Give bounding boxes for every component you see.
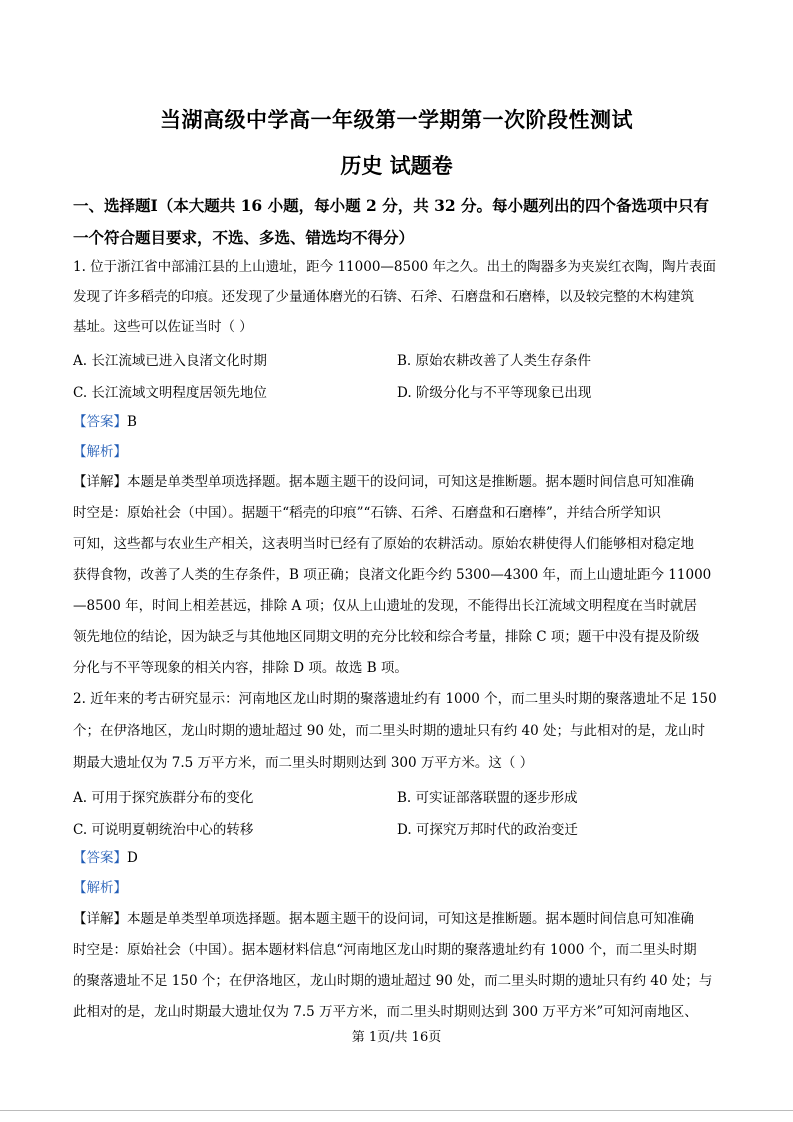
q2-detail-line-2: 时空是：原始社会（中国）。据本题材料信息“河南地区龙山时期的聚落遗址约有 1000 个，而二里头时期 <box>73 942 697 958</box>
q1-analysis-line <box>73 443 723 461</box>
q1-detail-line-5: —8500 年，时间上相差甚远，排除 A 项；仅从上山遗址的发现，不能得出长江流域文明程度在当时就居 <box>73 598 697 614</box>
q2-option-d: D. 可探究万邦时代的政治变迁 <box>397 822 578 838</box>
q2-option-a: A. 可用于探究族群分布的变化 <box>73 790 254 806</box>
q1-option-d: D. 阶级分化与不平等现象已出现 <box>397 385 592 401</box>
q2-stem-line-2: 个；在伊洛地区，龙山时期的遗址超过 90 处，而二里头时期的遗址只有约 40 处；与此相对的是，龙山时 <box>73 723 706 739</box>
q1-answer: B <box>127 414 137 430</box>
q1-stem-line-3: 基址。这些可以佐证当时（ ） <box>73 319 253 335</box>
q1-option-b: B. 原始农耕改善了人类生存条件 <box>397 353 592 369</box>
q2-answer-line <box>73 849 723 867</box>
q1-option-a: A. 长江流域已进入良渚文化时期 <box>73 353 267 369</box>
q1-detail-line-3: 可知，这些都与农业生产相关，这表明当时已经有了原始的农耕活动。原始农耕使得人们能够相对稳定地 <box>73 536 694 552</box>
q2-answer-tag: 【答案】 <box>73 850 127 866</box>
bottom-divider <box>0 1110 793 1111</box>
exam-subtitle: 历史 试题卷 <box>340 153 453 178</box>
q2-analysis-line <box>73 879 723 897</box>
q1-detail-line-6: 领先地位的结论，因为缺乏与其他地区同期文明的充分比较和综合考量，排除 C 项；题干中没有提及阶级 <box>73 629 700 645</box>
q2-answer: D <box>127 850 138 866</box>
q2-detail-line-4: 此相对的是，龙山时期最大遗址仅为 7.5 万平方米，而二里头时期则达到 300 万平方米”可知河南地区、 <box>73 1004 698 1020</box>
q1-detail-line-1: 【详解】本题是单类型单项选择题。据本题主题干的设问词，可知这是推断题。据本题时间信息可知准确 <box>73 474 694 490</box>
q1-option-c: C. 长江流域文明程度居领先地位 <box>73 385 267 401</box>
q1-stem-line-1: 1. 位于浙江省中部浦江县的上山遗址，距今 11000—8500 年之久。出土的陶器多为夹炭红衣陶，陶片表面 <box>73 259 717 275</box>
page-footer: 第 1页/共 16页 <box>351 1030 442 1045</box>
q2-option-c: C. 可说明夏朝统治中心的转移 <box>73 822 254 838</box>
q2-option-b: B. 可实证部落联盟的逐步形成 <box>397 790 578 806</box>
q1-analysis-tag: 【解析】 <box>73 444 127 460</box>
q2-detail-line-3: 的聚落遗址不足 150 个；在伊洛地区，龙山时期的遗址超过 90 处，而二里头时期的遗址只有约 40 处；与 <box>73 973 713 989</box>
q2-stem-line-3: 期最大遗址仅为 7.5 万平方米，而二里头时期则达到 300 万平方米。这（ ） <box>73 755 534 771</box>
q1-detail-line-2: 时空是：原始社会（中国）。据题干“稻壳的印痕”“石锛、石斧、石磨盘和石磨棒”，并结合所学知识 <box>73 505 661 521</box>
q2-stem-line-1: 2. 近年来的考古研究显示：河南地区龙山时期的聚落遗址约有 1000 个，而二里头时期的聚落遗址不足 150 <box>73 691 717 707</box>
exam-title: 当湖高级中学高一年级第一学期第一次阶段性测试 <box>160 107 633 132</box>
q1-detail-line-4: 获得食物，改善了人类的生存条件，B 项正确；良渚文化距今约 5300—4300 年，而上山遗址距今 11000 <box>73 567 712 583</box>
q1-stem-line-2: 发现了许多稻壳的印痕。还发现了少量通体磨光的石锛、石斧、石磨盘和石磨棒，以及较完整的木构建筑 <box>73 289 694 305</box>
q1-answer-line <box>73 413 723 431</box>
q1-detail-line-7: 分化与不平等现象的相关内容，排除 D 项。故选 B 项。 <box>73 660 408 676</box>
section-heading-line-1: 一、选择题Ⅰ（本大题共 16 小题，每小题 2 分，共 32 分。每小题列出的四个备选项中只有 <box>73 196 710 215</box>
q2-detail-line-1: 【详解】本题是单类型单项选择题。据本题主题干的设问词，可知这是推断题。据本题时间信息可知准确 <box>73 911 694 927</box>
q2-analysis-tag: 【解析】 <box>73 880 127 896</box>
q1-answer-tag: 【答案】 <box>73 414 127 430</box>
section-heading-line-2: 一个符合题目要求，不选、多选、错选均不得分） <box>73 228 415 247</box>
